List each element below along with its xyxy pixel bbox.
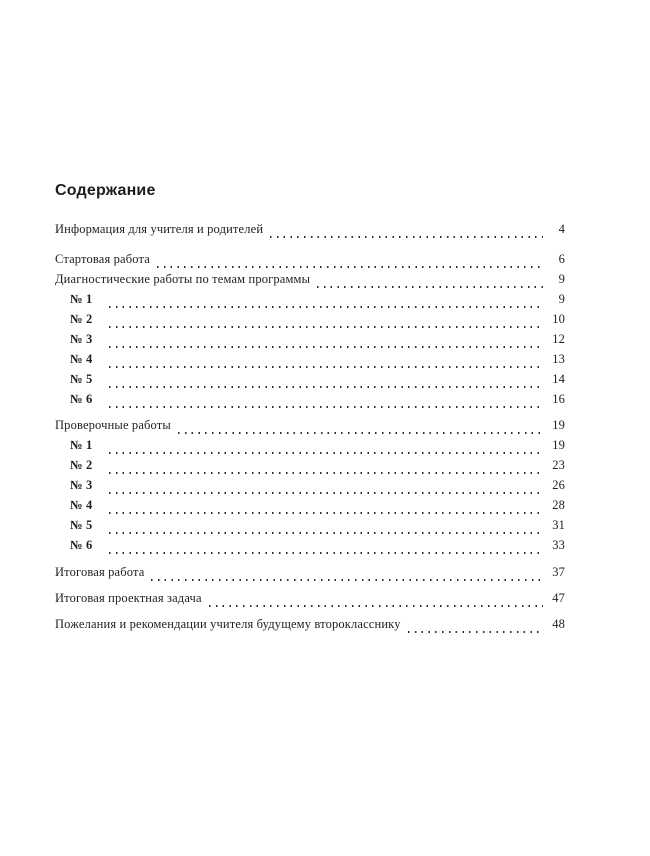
dot-leader bbox=[109, 452, 543, 454]
toc-entry-page: 9 bbox=[558, 292, 565, 306]
dot-leader bbox=[109, 512, 543, 514]
toc-entry-page: 14 bbox=[552, 372, 565, 386]
toc-entry bbox=[55, 478, 565, 498]
dot-leader bbox=[109, 346, 543, 348]
toc-entry bbox=[55, 438, 565, 458]
dot-leader bbox=[317, 286, 543, 288]
toc-entry-label: Диагностические работы по темам программы bbox=[55, 272, 311, 286]
toc-entry bbox=[55, 222, 565, 242]
toc-entry bbox=[55, 458, 565, 478]
dot-leader bbox=[109, 306, 543, 308]
toc-entry-label: Итоговая проектная задача bbox=[55, 591, 202, 605]
toc-entry bbox=[55, 617, 565, 637]
toc-entry-page: 37 bbox=[552, 565, 565, 579]
toc-entry-page: 26 bbox=[552, 478, 565, 492]
dot-leader bbox=[270, 236, 543, 238]
toc-entry-label: № 1 bbox=[70, 438, 93, 452]
toc-entry-page: 33 bbox=[552, 538, 565, 552]
toc-entry bbox=[55, 292, 565, 312]
toc-entry bbox=[55, 498, 565, 518]
toc-entry bbox=[55, 352, 565, 372]
table-of-contents bbox=[55, 222, 565, 637]
toc-entry-page: 16 bbox=[552, 392, 565, 406]
toc-entry-label: № 2 bbox=[70, 458, 93, 472]
toc-entry-page: 19 bbox=[552, 438, 565, 452]
toc-entry-label: № 5 bbox=[70, 372, 93, 386]
dot-leader bbox=[109, 492, 543, 494]
toc-entry-page: 28 bbox=[552, 498, 565, 512]
toc-entry-label: № 5 bbox=[70, 518, 93, 532]
toc-entry-page: 10 bbox=[552, 312, 565, 326]
page-title: Содержание bbox=[55, 182, 156, 199]
toc-entry bbox=[55, 392, 565, 412]
toc-entry bbox=[55, 332, 565, 352]
dot-leader bbox=[209, 605, 543, 607]
toc-entry-page: 23 bbox=[552, 458, 565, 472]
toc-entry-label: Информация для учителя и родителей bbox=[55, 222, 264, 236]
toc-entry-label: № 3 bbox=[70, 478, 93, 492]
toc-entry-page: 31 bbox=[552, 518, 565, 532]
dot-leader bbox=[157, 266, 543, 268]
toc-entry-label: № 6 bbox=[70, 392, 93, 406]
toc-entry-label: № 2 bbox=[70, 312, 93, 326]
dot-leader bbox=[109, 326, 543, 328]
toc-entry bbox=[55, 565, 565, 585]
toc-entry-page: 12 bbox=[552, 332, 565, 346]
toc-entry bbox=[55, 518, 565, 538]
toc-entry bbox=[55, 372, 565, 392]
dot-leader bbox=[109, 552, 543, 554]
toc-entry-label: Пожелания и рекомендации учителя будущему второкласснику bbox=[55, 617, 401, 631]
toc-entry-label: Стартовая работа bbox=[55, 252, 150, 266]
dot-leader bbox=[151, 579, 543, 581]
toc-entry-page: 6 bbox=[558, 252, 565, 266]
toc-entry-page: 4 bbox=[558, 222, 565, 236]
toc-entry-page: 48 bbox=[552, 617, 565, 631]
dot-leader bbox=[109, 406, 543, 408]
dot-leader bbox=[109, 366, 543, 368]
toc-entry bbox=[55, 591, 565, 611]
toc-entry-label: № 4 bbox=[70, 498, 93, 512]
toc-entry bbox=[55, 252, 565, 272]
dot-leader bbox=[109, 386, 543, 388]
toc-entry-label: № 6 bbox=[70, 538, 93, 552]
toc-entry-label: № 1 bbox=[70, 292, 93, 306]
toc-entry-page: 13 bbox=[552, 352, 565, 366]
toc-entry-label: № 4 bbox=[70, 352, 93, 366]
toc-entry-page: 19 bbox=[552, 418, 565, 432]
toc-entry-page: 9 bbox=[558, 272, 565, 286]
toc-entry bbox=[55, 312, 565, 332]
toc-entry-label: Итоговая работа bbox=[55, 565, 145, 579]
dot-leader bbox=[178, 432, 543, 434]
toc-entry bbox=[55, 272, 565, 292]
toc-entry-label: № 3 bbox=[70, 332, 93, 346]
dot-leader bbox=[109, 472, 543, 474]
toc-entry bbox=[55, 538, 565, 558]
dot-leader bbox=[408, 631, 543, 633]
toc-entry-page: 47 bbox=[552, 591, 565, 605]
dot-leader bbox=[109, 532, 543, 534]
toc-entry-label: Проверочные работы bbox=[55, 418, 171, 432]
toc-entry bbox=[55, 418, 565, 438]
